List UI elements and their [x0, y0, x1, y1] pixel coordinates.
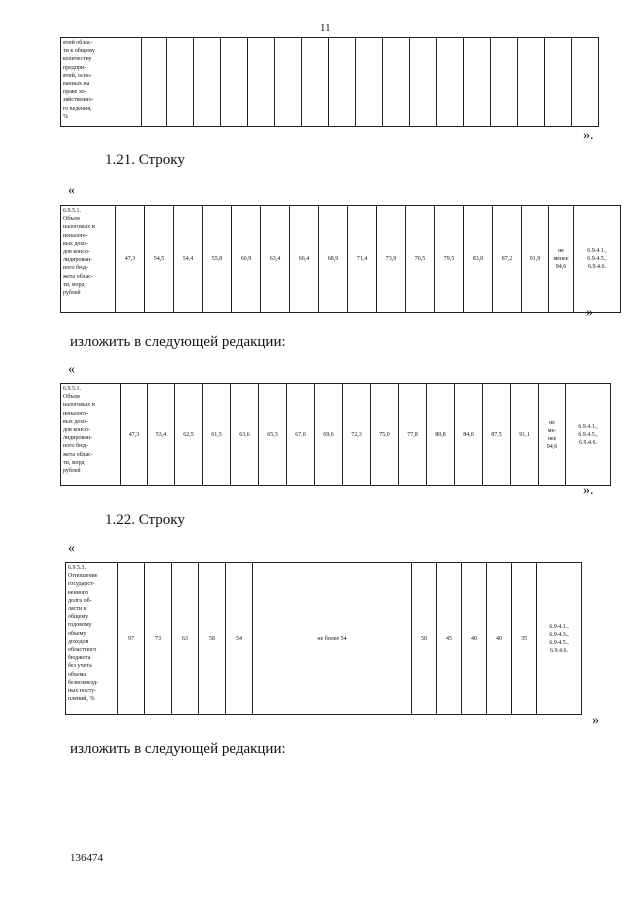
table-row [61, 38, 599, 127]
value-cell: 62,5 [175, 384, 203, 486]
min-value-cell: не ме- нее 94,6 [539, 384, 566, 486]
table-row-old-6-9-5-1 [60, 205, 621, 313]
document-id: 136474 [70, 852, 103, 864]
value-cell: 73 [145, 563, 172, 715]
table-cell [142, 38, 167, 127]
value-cell: 35 [512, 563, 537, 715]
value-cell: 60,9 [232, 206, 261, 313]
replace-instruction: изложить в следующей редакции: [70, 334, 286, 350]
refs-cell: 6.9.4.1., 6.9.4.3., 6.9.4.5., 6.9.4.6. [537, 563, 582, 715]
table-cell [383, 38, 410, 127]
min-value-cell: не менее 94,6 [549, 206, 574, 313]
value-cell: 91,9 [522, 206, 549, 313]
close-quote: ». [583, 128, 594, 143]
value-cell: 69,6 [315, 384, 343, 486]
value-cell: 87,5 [483, 384, 511, 486]
table-cell [491, 38, 518, 127]
table-row-old-6-9-5-3 [65, 562, 582, 715]
table-cell [248, 38, 275, 127]
value-cell: 63,6 [231, 384, 259, 486]
table-cell [464, 38, 491, 127]
table-cell [302, 38, 329, 127]
value-cell: 40 [487, 563, 512, 715]
value-cell: 73,9 [377, 206, 406, 313]
value-cell: 55,8 [203, 206, 232, 313]
value-cell: 63,4 [261, 206, 290, 313]
value-cell: 80,8 [427, 384, 455, 486]
table-cell [356, 38, 383, 127]
table-cell [329, 38, 356, 127]
refs-cell: 6.9.4.1., 6.9.4.5., 6.9.4.6. [574, 206, 621, 313]
table-cell [545, 38, 572, 127]
section-heading-1-22: 1.22. Строку [105, 512, 185, 528]
value-cell: 83,0 [464, 206, 493, 313]
value-cell: 71,4 [348, 206, 377, 313]
close-quote: » [592, 713, 599, 728]
row-label: 6.9.5.3. Отношение государст- венного долга об- ласти к общему годовому объему доходов областного бюджета без учета объема безвозмезд- ных посту- плений, % [66, 563, 118, 715]
page-number: 11 [320, 22, 331, 34]
table-cell [167, 38, 194, 127]
value-cell: 72,3 [343, 384, 371, 486]
value-cell: 54 [226, 563, 253, 715]
value-cell: 76,5 [406, 206, 435, 313]
table-cell [572, 38, 599, 127]
table-row-new-6-9-5-1 [60, 383, 611, 486]
value-cell: 79,5 [435, 206, 464, 313]
section-heading-1-21: 1.21. Строку [105, 152, 185, 168]
value-cell: 54,4 [174, 206, 203, 313]
value-cell: 67,0 [287, 384, 315, 486]
value-cell: 65,3 [259, 384, 287, 486]
table-cell [221, 38, 248, 127]
row-label: 6.9.5.1. Объем налоговых и неналого- вых дохо- дов консо- лидирован- ного бюд- жета облас- ти, млрд рублей [61, 384, 121, 486]
value-cell: 75,0 [371, 384, 399, 486]
value-cell: 63 [172, 563, 199, 715]
open-quote: « [68, 541, 75, 556]
close-quote: ». [583, 483, 594, 498]
value-cell: 87,2 [493, 206, 522, 313]
table-cell [275, 38, 302, 127]
row-label: 6.9.5.1. Объем налоговых и неналоге- вых дохо- дов консо- лидирован- ного бюд- жета облас- ти, млрд рублей [61, 206, 116, 313]
value-cell: 58 [199, 563, 226, 715]
value-cell: 45 [437, 563, 462, 715]
refs-cell: 6.9.4.1., 6.9.4.5., 6.9.4.6. [566, 384, 611, 486]
value-cell: 68,9 [319, 206, 348, 313]
value-cell: 50 [412, 563, 437, 715]
table-row [66, 563, 582, 715]
close-quote: » [586, 305, 593, 320]
table-cell [437, 38, 464, 127]
value-cell: 54,5 [145, 206, 174, 313]
row-label: ятий облас- ти к общему количеству предпри- ятий, осно- ванных на праве хо- зяйственно- го ведения, % [61, 38, 142, 127]
value-cell: 77,8 [399, 384, 427, 486]
value-cell: 53,4 [148, 384, 175, 486]
open-quote: « [68, 183, 75, 198]
replace-instruction: изложить в следующей редакции: [70, 741, 286, 757]
table-row [61, 384, 611, 486]
value-cell: 66,4 [290, 206, 319, 313]
value-cell: 84,0 [455, 384, 483, 486]
table-cell [194, 38, 221, 127]
table-cell [410, 38, 437, 127]
value-cell: 91,1 [511, 384, 539, 486]
table-cell [518, 38, 545, 127]
merged-value-cell: не более 54 [253, 563, 412, 715]
value-cell: 47,3 [116, 206, 145, 313]
value-cell: 40 [462, 563, 487, 715]
table-row [61, 206, 621, 313]
table-continuation [60, 37, 599, 127]
value-cell: 47,3 [121, 384, 148, 486]
value-cell: 97 [118, 563, 145, 715]
open-quote: « [68, 362, 75, 377]
value-cell: 61,5 [203, 384, 231, 486]
